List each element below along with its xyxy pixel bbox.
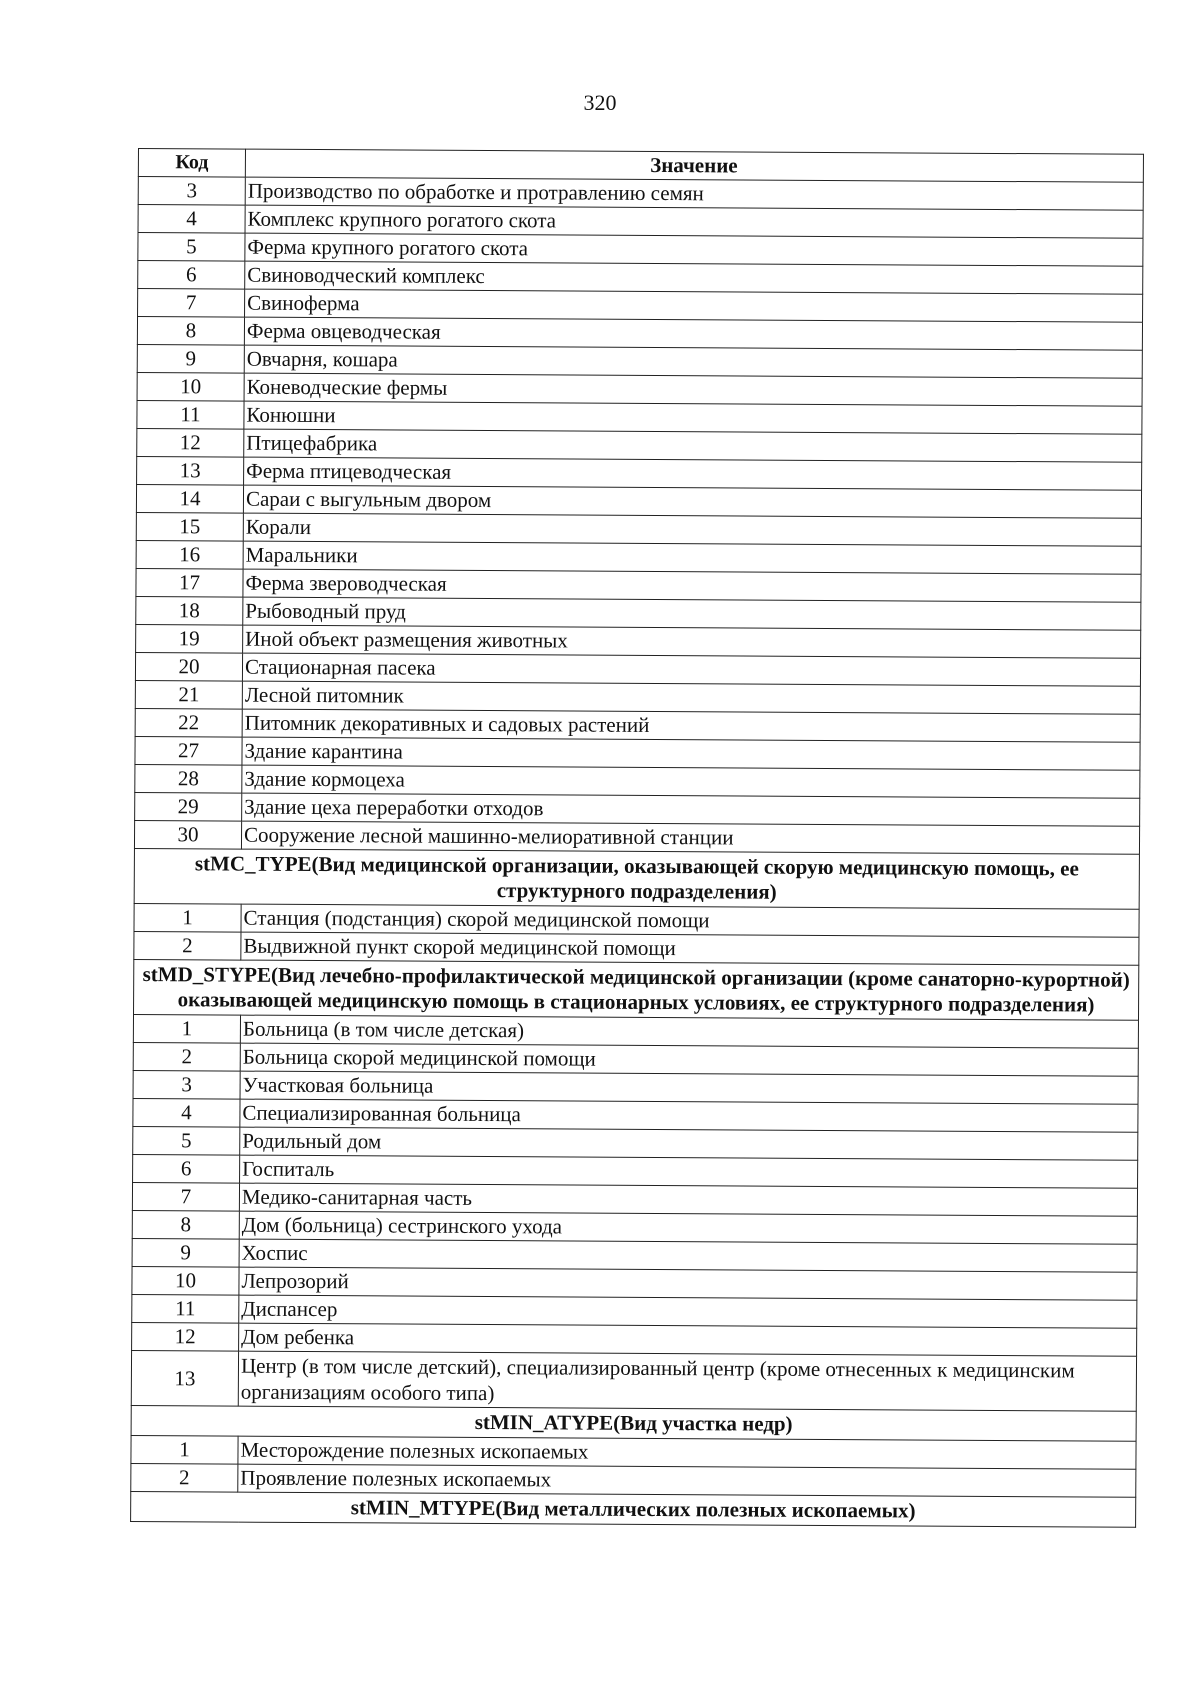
row-code: 20: [135, 652, 242, 681]
row-code: 1: [133, 1014, 240, 1043]
row-code: 9: [137, 344, 244, 373]
row-code: 11: [137, 400, 244, 429]
row-code: 14: [136, 484, 243, 513]
row-value: Родильный дом: [240, 1127, 1138, 1160]
row-value: Ферма птицеводческая: [244, 457, 1142, 490]
row-value: Ферма крупного рогатого скота: [245, 233, 1143, 266]
row-code: 4: [138, 205, 245, 234]
row-code: 7: [132, 1182, 239, 1211]
row-value: Комплекс крупного рогатого скота: [245, 205, 1143, 238]
row-code: 18: [136, 596, 243, 625]
table-row: [131, 1350, 1136, 1411]
row-value: Маральники: [243, 541, 1141, 574]
row-value: Лепрозорий: [239, 1267, 1137, 1300]
row-value: Дом (больница) сестринского ухода: [239, 1211, 1137, 1244]
classifier-table: [130, 148, 1144, 1528]
row-value: Стационарная пасека: [242, 653, 1140, 686]
row-code: 13: [137, 456, 244, 485]
row-code: 3: [138, 177, 245, 206]
section-title: stMIN_MTYPE(Вид металлических полезных ископаемых): [131, 1491, 1136, 1527]
section-header-row: [134, 848, 1139, 909]
row-value: Свиноводческий комплекс: [245, 261, 1143, 294]
row-value: Здание цеха переработки отходов: [242, 793, 1140, 826]
row-value: Месторождение полезных ископаемых: [238, 1436, 1136, 1469]
row-code: 9: [132, 1238, 239, 1267]
row-code: 8: [132, 1210, 239, 1239]
row-value: Конюшни: [244, 401, 1142, 434]
row-code: 16: [136, 540, 243, 569]
row-value: Центр (в том числе детский), специализированный центр (кроме отнесенных к медицинским организациям особого типа): [238, 1351, 1136, 1411]
row-code: 15: [136, 512, 243, 541]
row-code: 22: [135, 708, 242, 737]
row-code: 4: [133, 1098, 240, 1127]
section-header-row: [131, 1491, 1136, 1527]
row-value: Больница скорой медицинской помощи: [240, 1043, 1138, 1076]
row-value: Ферма овцеводческая: [244, 317, 1142, 350]
row-code: 19: [136, 624, 243, 653]
header-value: Значение: [245, 149, 1143, 182]
row-code: 5: [138, 233, 245, 262]
row-code: 2: [131, 1463, 238, 1492]
row-value: Проявление полезных ископаемых: [238, 1464, 1136, 1497]
section-title: stMC_TYPE(Вид медицинской организации, оказывающей скорую медицинскую помощь, ее структурного подразделения): [134, 848, 1139, 909]
row-code: 2: [133, 1042, 240, 1071]
row-code: 27: [135, 736, 242, 765]
row-code: 10: [137, 372, 244, 401]
row-code: 1: [131, 1435, 238, 1464]
row-value: Рыбоводный пруд: [243, 597, 1141, 630]
row-value: Участковая больница: [240, 1071, 1138, 1104]
row-code: 8: [137, 317, 244, 346]
row-value: Хоспис: [239, 1239, 1137, 1272]
row-value: Ферма звероводческая: [243, 569, 1141, 602]
row-code: 29: [135, 792, 242, 821]
row-value: Станция (подстанция) скорой медицинской помощи: [241, 904, 1139, 937]
header-code: Код: [138, 149, 245, 178]
row-value: Птицефабрика: [244, 429, 1142, 462]
row-code: 30: [134, 820, 241, 849]
row-value: Медико-санитарная часть: [239, 1183, 1137, 1216]
row-value: Больница (в том числе детская): [240, 1015, 1138, 1048]
row-value: Сараи с выгульным двором: [243, 485, 1141, 518]
row-value: Лесной питомник: [242, 681, 1140, 714]
row-code: 3: [133, 1070, 240, 1099]
row-value: Иной объект размещения животных: [243, 625, 1141, 658]
row-code: 12: [132, 1322, 239, 1351]
row-value: Здание карантина: [242, 737, 1140, 770]
section-header-row: [134, 959, 1139, 1020]
row-code: 1: [134, 903, 241, 932]
row-code: 28: [135, 764, 242, 793]
row-code: 17: [136, 568, 243, 597]
row-code: 5: [133, 1126, 240, 1155]
row-value: Сооружение лесной машинно-мелиоративной станции: [241, 821, 1139, 854]
row-value: Коневодческие фермы: [244, 373, 1142, 406]
row-value: Овчарня, кошара: [244, 345, 1142, 378]
page-number: 320: [583, 90, 617, 115]
row-value: Выдвижной пункт скорой медицинской помощи: [241, 932, 1139, 965]
row-code: 11: [132, 1294, 239, 1323]
row-code: 6: [133, 1154, 240, 1183]
row-value: Корали: [243, 513, 1141, 546]
table-body: [131, 149, 1144, 1528]
row-code: 7: [138, 289, 245, 318]
section-title: stMIN_ATYPE(Вид участка недр): [131, 1405, 1136, 1441]
row-code: 6: [138, 261, 245, 290]
row-value: Здание кормоцеха: [242, 765, 1140, 798]
row-value: Диспансер: [239, 1295, 1137, 1328]
section-title: stMD_STYPE(Вид лечебно-профилактической медицинской организации (кроме санаторно-курортной) оказывающей медицинскую помощь в стационарных условиях, ее структурного подразделения): [134, 959, 1139, 1020]
row-value: Госпиталь: [240, 1155, 1138, 1188]
row-value: Специализированная больница: [240, 1099, 1138, 1132]
row-code: 2: [134, 931, 241, 960]
row-code: 13: [131, 1350, 238, 1406]
row-value: Производство по обработке и протравлению семян: [245, 177, 1143, 210]
row-value: Дом ребенка: [239, 1323, 1137, 1356]
row-value: Свиноферма: [245, 289, 1143, 322]
row-code: 12: [137, 428, 244, 457]
row-value: Питомник декоративных и садовых растений: [242, 709, 1140, 742]
row-code: 10: [132, 1266, 239, 1295]
row-code: 21: [135, 680, 242, 709]
